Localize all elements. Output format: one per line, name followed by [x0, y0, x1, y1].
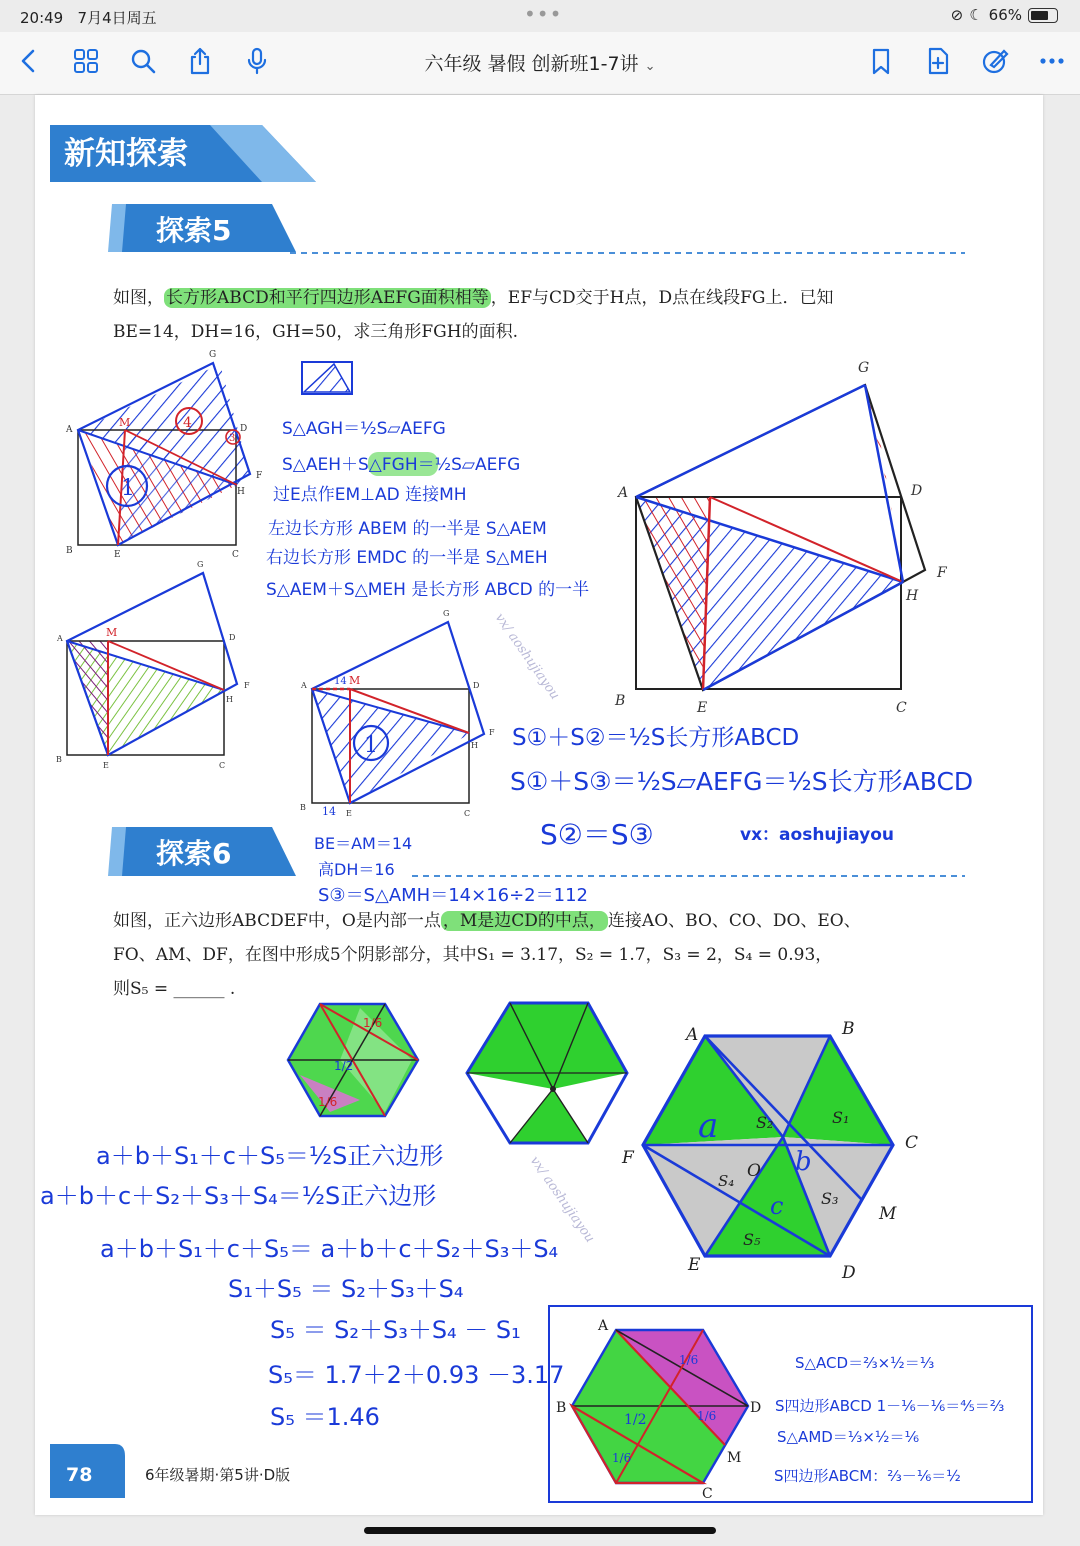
svg-text:S₁: S₁ [832, 1108, 850, 1127]
svg-text:A: A [57, 634, 63, 643]
sketch-parallelogram-icon [302, 362, 352, 394]
svg-text:14: 14 [334, 676, 347, 687]
svg-text:H: H [471, 741, 478, 750]
status-right [951, 6, 1058, 24]
hex-main-figure [643, 1036, 893, 1256]
svg-text:1/2: 1/2 [334, 1059, 354, 1073]
explore5-problem-line1: 如图， 长方形ABCD和平行四边形AEFG面积相等 ，EF与CD交于H点，D点在线段FG上．已知 [113, 288, 834, 308]
toolbar [0, 32, 1080, 95]
svg-text:S△AEM＋S△MEH 是长方形 ABCD 的一半: S△AEM＋S△MEH 是长方形 ABCD 的一半 [266, 580, 590, 600]
chevron-down-icon: ⌄ [644, 59, 656, 74]
svg-text:S△AMD＝⅓×½＝⅙: S△AMD＝⅓×½＝⅙ [777, 1428, 919, 1446]
svg-text:C: C [219, 761, 226, 770]
svg-text:E: E [697, 700, 708, 716]
svg-text:S②＝S③: S②＝S③ [540, 818, 654, 851]
svg-text:S△AEH＋S△FGH＝½S▱AEFG: S△AEH＋S△FGH＝½S▱AEFG [282, 455, 521, 475]
svg-text:3: 3 [229, 433, 236, 444]
svg-text:C: C [464, 809, 471, 818]
svg-text:E: E [103, 761, 109, 770]
page-footer [50, 1444, 290, 1498]
svg-text:S₅＝ 1.7＋2＋0.93 －3.17: S₅＝ 1.7＋2＋0.93 －3.17 [268, 1361, 565, 1389]
svg-text:B: B [66, 546, 73, 556]
svg-text:S③＝S△AMH＝14×16÷2＝112: S③＝S△AMH＝14×16÷2＝112 [318, 885, 588, 906]
svg-text:H: H [237, 487, 245, 497]
svg-text:1: 1 [364, 733, 378, 758]
svg-text:F: F [256, 471, 263, 481]
svg-text:E: E [114, 550, 121, 560]
svg-text:1/2: 1/2 [624, 1412, 647, 1428]
battery-percent: 66% [988, 6, 1022, 24]
svg-text:a＋b＋c＋S₂＋S₃＋S₄＝½S正六边形: a＋b＋c＋S₂＋S₃＋S₄＝½S正六边形 [40, 1182, 437, 1210]
svg-text:B: B [56, 755, 62, 764]
section-banner [50, 125, 316, 182]
svg-text:E: E [346, 809, 352, 818]
svg-text:1: 1 [121, 476, 135, 501]
markup-pen-icon[interactable] [980, 46, 1010, 76]
svg-text:vx/ aoshujiayou: vx/ aoshujiayou [491, 610, 563, 703]
explore5-title: 探索5 [156, 214, 232, 247]
bookmark-icon[interactable] [866, 46, 896, 76]
add-page-icon[interactable] [923, 46, 953, 76]
svg-text:A: A [301, 681, 307, 690]
svg-text:C: C [896, 700, 907, 716]
svg-text:C: C [232, 550, 239, 560]
svg-text:b: b [795, 1147, 812, 1177]
svg-text:F: F [244, 681, 250, 690]
home-indicator[interactable] [364, 1527, 716, 1534]
svg-text:1/6: 1/6 [363, 1016, 383, 1030]
svg-text:G: G [443, 609, 450, 618]
battery-icon [1028, 8, 1058, 23]
explore6-problem [113, 904, 1013, 1006]
svg-text:S₄: S₄ [718, 1172, 735, 1190]
document-page [35, 95, 1043, 1515]
explore6-highlight: ，M是边CD的中点， [442, 911, 606, 931]
svg-text:S₂: S₂ [756, 1113, 774, 1132]
svg-text:G: G [209, 350, 217, 360]
svg-text:1/6: 1/6 [612, 1451, 632, 1465]
link-icon: ⊘ [950, 6, 964, 24]
svg-text:1/6: 1/6 [697, 1409, 717, 1423]
explore5-problem [113, 281, 1013, 349]
svg-text:F: F [489, 728, 495, 737]
svg-text:F: F [622, 1148, 634, 1168]
svg-text:E: E [688, 1255, 701, 1275]
explore6-problem-line2: FO、AM、DF，在图中形成5个阴影部分，其中S₁ = 3.17，S₂ = 1.7，S₃ = 2，S₄ = 0.93， [113, 945, 833, 965]
svg-text:D: D [842, 1263, 856, 1283]
svg-text:A: A [598, 1318, 609, 1334]
svg-text:14: 14 [322, 805, 336, 818]
svg-text:D: D [911, 483, 923, 499]
multitask-dots[interactable]: ••• [524, 2, 563, 26]
svg-text:B: B [556, 1400, 567, 1416]
solution-box-notes [774, 1354, 1004, 1485]
fig5-large-figure [636, 385, 925, 690]
svg-text:S₃: S₃ [821, 1189, 839, 1208]
svg-text:G: G [858, 360, 870, 376]
svg-text:4: 4 [183, 415, 192, 431]
explore5-tag [108, 204, 965, 253]
svg-text:B: B [300, 803, 306, 812]
svg-text:1/6: 1/6 [318, 1095, 338, 1109]
svg-text:a＋b＋S₁＋c＋S₅＝½S正六边形: a＋b＋S₁＋c＋S₅＝½S正六边形 [96, 1142, 444, 1170]
svg-text:S△AGH＝½S▱AEFG: S△AGH＝½S▱AEFG [282, 419, 446, 439]
fig5-annotated-main [78, 363, 250, 545]
page-number: 78 [66, 1464, 93, 1486]
svg-text:BE＝AM＝14: BE＝AM＝14 [314, 834, 413, 853]
explore6-problem-line3: 则S₅ = ______ . [113, 979, 236, 999]
svg-text:F: F [937, 565, 947, 581]
svg-text:vx：aoshujiayou: vx：aoshujiayou [740, 825, 894, 845]
svg-text:D: D [240, 424, 248, 434]
svg-text:右边长方形 EMDC 的一半是 S△MEH: 右边长方形 EMDC 的一半是 S△MEH [266, 548, 548, 568]
svg-text:B: B [842, 1019, 855, 1039]
footer-text: 6年级暑期·第5讲·D版 [145, 1466, 291, 1484]
moon-icon: ☾ [969, 6, 983, 24]
fig5-green-figure [67, 573, 237, 755]
svg-text:S四边形ABCM：⅔－⅙＝½: S四边形ABCM：⅔－⅙＝½ [774, 1467, 961, 1485]
explore6-notes [40, 1142, 567, 1431]
svg-text:A: A [66, 425, 73, 435]
svg-text:S₅ ＝ S₂＋S₃＋S₄ － S₁: S₅ ＝ S₂＋S₃＋S₄ － S₁ [270, 1316, 521, 1344]
document-title[interactable]: 六年级 暑假 创新班1-7讲 ⌄ [424, 53, 656, 75]
svg-text:左边长方形 ABEM 的一半是 S△AEM: 左边长方形 ABEM 的一半是 S△AEM [268, 519, 547, 539]
svg-text:a: a [698, 1106, 719, 1146]
explore5-notes [266, 419, 589, 600]
svg-text:H: H [906, 588, 919, 604]
svg-text:M: M [349, 674, 361, 687]
svg-text:G: G [197, 560, 204, 569]
svg-text:H: H [226, 695, 233, 704]
svg-text:M: M [879, 1204, 897, 1224]
svg-text:S₁＋S₅ ＝ S₂＋S₃＋S₄: S₁＋S₅ ＝ S₂＋S₃＋S₄ [228, 1275, 464, 1303]
svg-text:过E点作EM⊥AD 连接MH: 过E点作EM⊥AD 连接MH [273, 485, 467, 505]
svg-text:1/6: 1/6 [679, 1353, 699, 1367]
svg-text:A: A [686, 1025, 699, 1045]
svg-text:C: C [905, 1133, 919, 1153]
svg-text:O: O [747, 1161, 761, 1181]
svg-text:S四边形ABCD 1－⅙－⅙＝⅘＝⅔: S四边形ABCD 1－⅙－⅙＝⅘＝⅔ [775, 1397, 1005, 1415]
svg-text:C: C [702, 1486, 713, 1502]
explore6-title: 探索6 [156, 837, 232, 870]
svg-text:S①＋S③＝½S▱AEFG＝½S长方形ABCD: S①＋S③＝½S▱AEFG＝½S长方形ABCD [510, 767, 974, 796]
svg-text:D: D [473, 681, 480, 690]
svg-text:M: M [119, 416, 131, 429]
status-bar [0, 0, 1080, 32]
svg-text:a＋b＋S₁＋c＋S₅＝ a＋b＋c＋S₂＋S₃＋S₄: a＋b＋S₁＋c＋S₅＝ a＋b＋c＋S₂＋S₃＋S₄ [100, 1235, 559, 1263]
svg-text:B: B [615, 693, 626, 709]
svg-text:M: M [106, 626, 118, 639]
svg-text:M: M [727, 1450, 742, 1466]
svg-text:S₅: S₅ [743, 1230, 761, 1249]
svg-text:高DH＝16: 高DH＝16 [318, 860, 395, 879]
explore5-problem-line2: BE=14，DH=16，GH=50，求三角形FGH的面积. [113, 322, 518, 342]
more-icon[interactable] [1037, 46, 1067, 76]
explore5-highlight: 长方形ABCD和平行四边形AEFG面积相等 [166, 288, 489, 308]
hex-figure-2 [467, 1003, 627, 1143]
svg-text:D: D [750, 1400, 762, 1416]
explore6-problem-line1: 如图，正六边形ABCDEF中，O是内部一点 ，M是边CD的中点， 连接AO、BO、CO、DO、EO、 [113, 911, 861, 931]
section-banner-title: 新知探索 [64, 136, 188, 172]
fig5-middle-figure [312, 622, 484, 803]
svg-text:A: A [618, 485, 629, 501]
svg-text:S₅ ＝1.46: S₅ ＝1.46 [270, 1403, 380, 1431]
svg-text:S△ACD＝⅔×½＝⅓: S△ACD＝⅔×½＝⅓ [795, 1354, 935, 1372]
svg-text:D: D [229, 633, 236, 642]
svg-text:S①＋S②＝½S长方形ABCD: S①＋S②＝½S长方形ABCD [512, 725, 800, 751]
svg-text:vx/ aoshujiayou: vx/ aoshujiayou [526, 1153, 598, 1246]
svg-text:c: c [770, 1192, 784, 1220]
status-time: 20:49 7月4日周五 [20, 9, 157, 27]
